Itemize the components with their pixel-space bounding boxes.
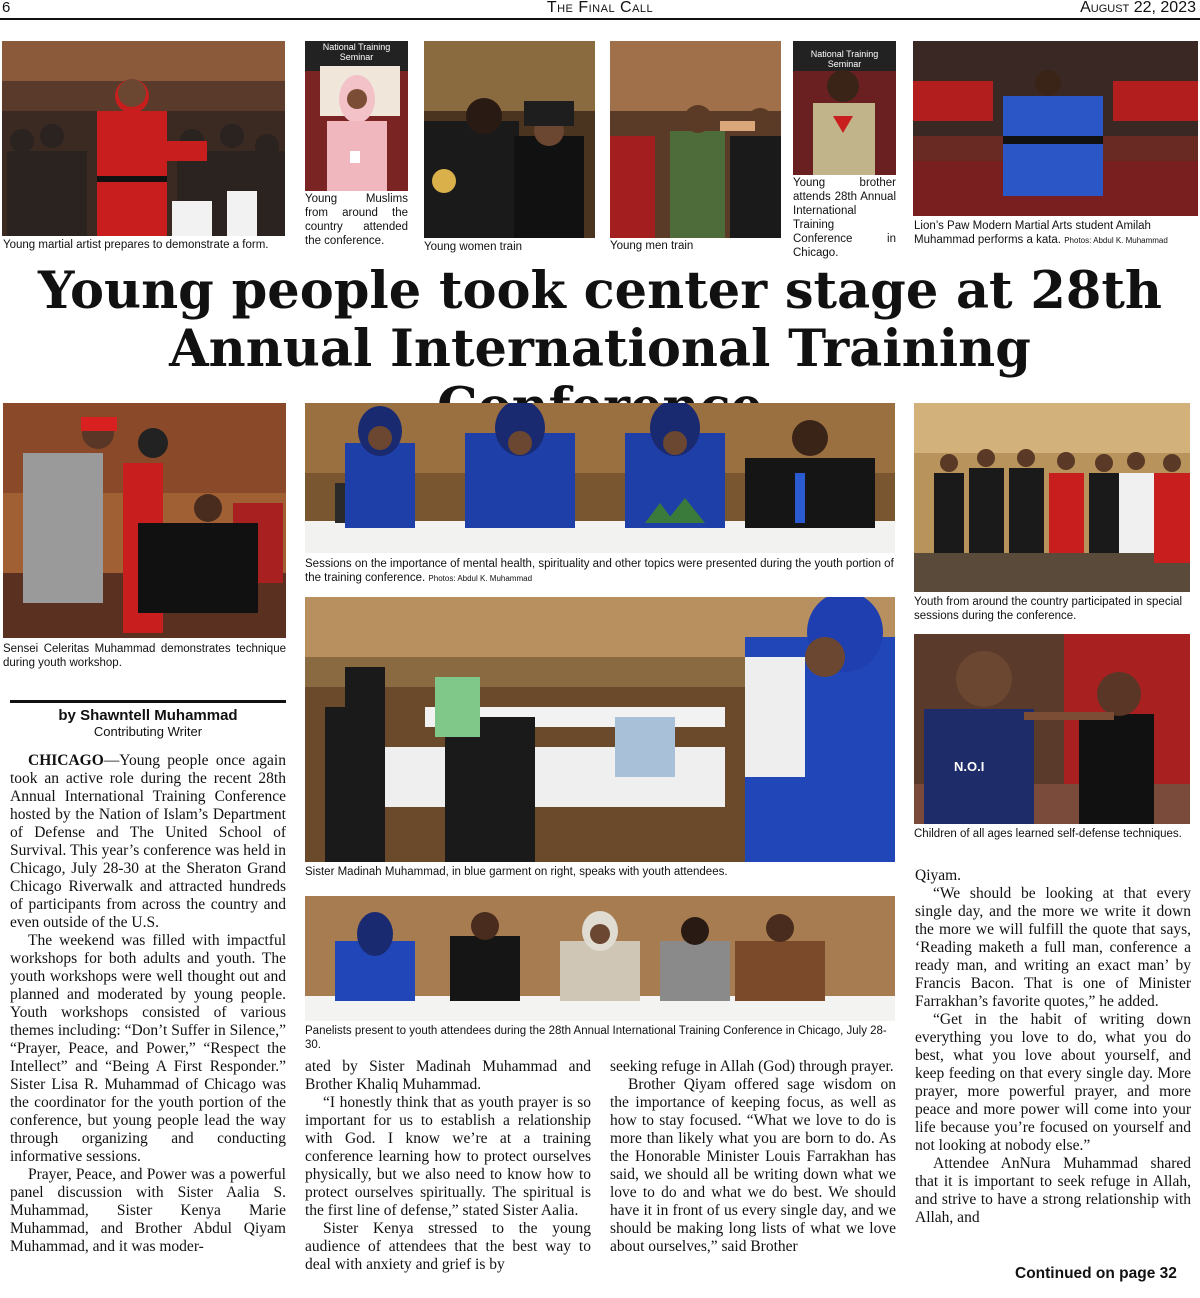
caption-children: Children of all ages learned self-defense techniques.	[914, 828, 1182, 840]
col3-paragraph-1: seeking refuge in Allah (God) through prayer.	[610, 1058, 894, 1075]
photo-credit-mid: Photos: Abdul K. Muhammad	[428, 574, 533, 583]
col2-paragraph-1: ated by Sister Madinah Muhammad and Brother Khaliq Muhammad.	[305, 1058, 591, 1093]
col1-paragraph-2: The weekend was filled with impactful workshops for both adults and youth. The youth workshops were well thought out and planned and moderated by young people. Youth workshops consisted of various themes including: “Don’t Suffer in Silence,” “Prayer, Peace, and Power,” “Respect the Intellect” and “Being A First Responder.” Sister Lisa R. Muhammad of Chicago was the coordinator for the youth portion of the conference, but young people lead the way through organizing and conducting informative sessions.	[10, 932, 286, 1165]
shirt-text: N.O.I	[954, 759, 985, 774]
seminar-sign-2: National Training Seminar	[810, 49, 879, 69]
photo-martial-artist	[2, 41, 285, 236]
photo-young-women	[424, 41, 595, 238]
issue-date: August 22, 2023	[1080, 0, 1196, 16]
caption-kata-text: Lion’s Paw Modern Martial Arts student Amilah Muhammad performs a kata.	[914, 220, 1151, 246]
photo-kata	[913, 41, 1198, 216]
caption-sensei: Sensei Celeritas Muhammad demonstrates technique during youth workshop.	[3, 643, 286, 669]
caption-martial-artist: Young martial artist prepares to demonstrate a form.	[3, 239, 269, 251]
dateline: CHICAGO	[28, 752, 104, 769]
col3-paragraph-2: Brother Qiyam offered sage wisdom on the importance of keeping focus, as well as how to stay focused. “What we love to do is more than likely what you are born to do. As the Honorable Minister Louis Farrakhan has said, we should all be writing down what we love to do and what we do best. We should have it in front of us every single day, and we should be making long lists of what we love about ourselves,” said Brother	[610, 1076, 896, 1255]
byline-title: Contributing Writer	[93, 724, 203, 739]
masthead-rule	[0, 18, 1200, 20]
article-column-3	[610, 1058, 896, 1294]
caption-madinah: Sister Madinah Muhammad, in blue garment on right, speaks with youth attendees.	[305, 866, 728, 878]
caption-sessions-text: Sessions on the importance of mental health, spirituality and other topics were presented during the youth portion of the training conference.	[305, 558, 894, 584]
col4-paragraph-4: Attendee AnNura Muhammad shared that it is important to seek refuge in Allah, and strive to have a strong relationship with Allah, and	[915, 1155, 1191, 1226]
headline-line-2: Annual International Training	[169, 319, 1031, 379]
photo-madinah-youth	[305, 597, 895, 862]
caption-panelists: Panelists present to youth attendees during the 28th Annual International Training Conference in Chicago, July 28-30.	[305, 1025, 887, 1051]
article-column-4	[915, 867, 1191, 1265]
col4-paragraph-2: “We should be looking at that every single day, and the more we write it down the more we will fulfill the quote that says, ‘Reading maketh a full man, conference a ready man, and writing an exact man’ by Francis Bacon. That is one of Minister Farrakhan’s favorite quotes,” he added.	[915, 885, 1191, 1010]
article-column-2	[305, 1058, 591, 1294]
photo-credit-top: Photos: Abdul K. Muhammad	[1064, 236, 1168, 245]
caption-young-brother: Young brother attends 28th Annual International Training Conference in Chicago.	[793, 177, 896, 259]
caption-young-women: Young women train	[424, 241, 523, 253]
col2-paragraph-3: Sister Kenya stressed to the young audience of attendees that the best way to deal with anxiety and grief is by	[305, 1220, 591, 1273]
caption-young-muslims: Young Muslims from around the country attended the conference.	[305, 193, 408, 247]
caption-youth-sessions: Youth from around the country participated in special sessions during the conference.	[914, 596, 1183, 622]
continued-link[interactable]: Continued on page 32	[1015, 1265, 1177, 1282]
photo-children-self-defense	[914, 634, 1190, 824]
paper-name: The Final Call	[546, 0, 654, 16]
photo-young-men	[610, 41, 781, 238]
caption-young-men: Young men train	[610, 240, 694, 252]
photo-sessions-panel	[305, 403, 895, 553]
caption-sessions	[305, 557, 895, 586]
page-number: 6	[2, 0, 11, 16]
photo-young-muslims	[305, 41, 408, 191]
byline	[10, 700, 286, 739]
col4-paragraph-3: “Get in the habit of writing down everything you love to do, what you do best, what you love about yourself, and keep feeding on that every single day. More prayer, more powerful prayer, and more peace and more power will come into your life because you’re focused on yourself and not looking at nobody else.”	[915, 1011, 1191, 1154]
headline-line-1: Young people took center stage at 28th	[38, 261, 1162, 321]
seminar-sign-1: National Training Seminar	[322, 42, 391, 62]
col1-paragraph-1: —Young people once again took an active role during the recent 28th Annual International Training Conference hosted by the Nation of Islam’s Department of Defense and The United School of Survival. This year’s conference was held in Chicago, July 28-30 at the Sheraton Grand Chicago Riverwalk and attracted hundreds of participants from across the country and even outside of the U.S.	[10, 752, 286, 931]
photo-panelists	[305, 896, 895, 1021]
caption-kata	[914, 219, 1199, 248]
byline-name: by Shawntell Muhammad	[58, 707, 238, 724]
col1-paragraph-3: Prayer, Peace, and Power was a powerful panel discussion with Sister Aalia S. Muhammad, Sister Kenya Marie Muhammad, and Brother Abdul Qiyam Muhammad, and it was moder-	[10, 1166, 286, 1255]
photo-young-brother	[793, 41, 896, 175]
col4-paragraph-1: Qiyam.	[915, 867, 962, 884]
photo-sensei	[3, 403, 286, 638]
photo-youth-sessions	[914, 403, 1190, 592]
article-column-1	[10, 752, 286, 1292]
col2-paragraph-2: “I honestly think that as youth prayer is so important for us to establish a relationship with God. I know we’re at a training conference learning how to protect ourselves physically, but we also need to know how to protect ourselves spiritually. The spiritual is the first line of defense,” stated Sister Aalia.	[305, 1094, 591, 1219]
